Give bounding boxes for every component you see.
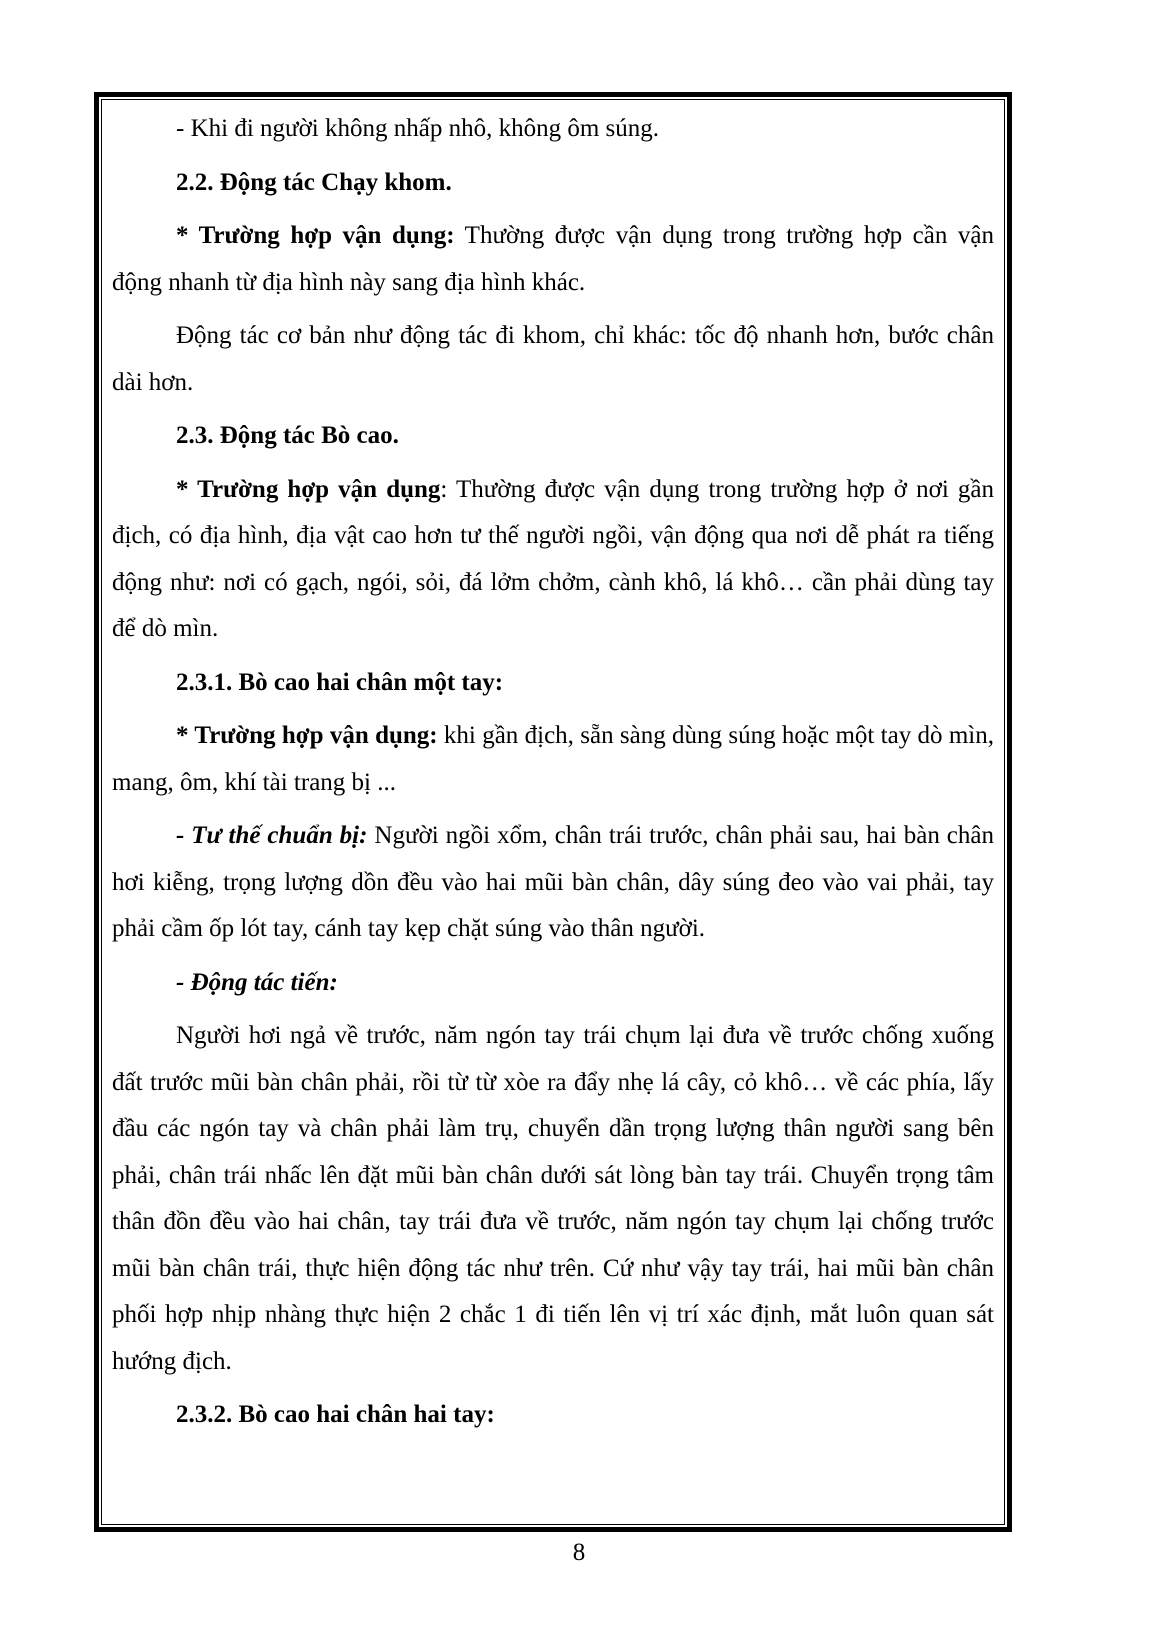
paragraph-walk-note: - Khi đi người không nhấp nhô, không ôm súng. — [176, 115, 660, 142]
paragraph-2-3-usage — [112, 467, 994, 653]
usage-label: * Trường hợp vận dụng: — [176, 722, 438, 749]
heading-advance-movement: - Động tác tiến: — [176, 968, 338, 996]
document-body — [112, 106, 994, 1446]
usage-label: * Trường hợp vận dụng — [176, 475, 441, 503]
usage-text: : Thường được vận dụng trong trường hợp ở nơi gần địch, có địa hình, địa vật cao hơn tư thế người ngồi, vận động qua nơi dễ phát ra tiếng động như: nơi có gạch, ngói, sỏi, đá lởm chởm, cành khô, lá khô… cần phải dùng tay để dò mìn. — [112, 475, 995, 642]
paragraph-2-3-1-usage — [112, 713, 994, 806]
heading-2-3: 2.3. Động tác Bò cao. — [176, 422, 399, 449]
usage-text: Thường được vận dụng trong trường hợp cần vận động nhanh từ địa hình này sang địa hình khác. — [112, 222, 994, 296]
paragraph-2-2-usage — [112, 213, 994, 306]
heading-2-2: 2.2. Động tác Chạy khom. — [176, 168, 452, 196]
ready-position-text: Người ngồi xổm, chân trái trước, chân phải sau, hai bàn chân hơi kiễng, trọng lượng dồn đều vào hai mũi bàn chân, dây súng đeo vào vai phải, tay phải cầm ốp lót tay, cánh tay kẹp chặt súng vào thân người. — [112, 822, 994, 942]
usage-text: khi gần địch, sẵn sàng dùng súng hoặc một tay dò mìn, mang, ôm, khí tài trang bị ... — [112, 722, 994, 796]
usage-label: * Trường hợp vận dụng: — [176, 222, 455, 249]
paragraph-ready-position — [112, 813, 994, 953]
ready-position-label: - Tư thế chuẩn bị: — [176, 822, 368, 849]
heading-2-3-1: 2.3.1. Bò cao hai chân một tay: — [176, 668, 504, 696]
paragraph-2-2-basic: Động tác cơ bản như động tác đi khom, chỉ khác: tốc độ nhanh hơn, bước chân dài hơn. — [112, 322, 994, 396]
page-number: 8 — [572, 1539, 586, 1566]
paragraph-advance-movement: Người hơi ngả về trước, năm ngón tay trái chụm lại đưa về trước chống xuống đất trước mũi bàn chân phải, rồi từ từ xòe ra đẩy nhẹ lá cây, cỏ khô… về các phía, lấy đầu các ngón tay và chân phải làm trụ, chuyển dần trọng lượng thân người sang bên phải, chân trái nhấc lên đặt mũi bàn chân dưới sát lòng bàn tay trái. Chuyển trọng tâm thân đồn đều vào hai chân, tay trái đưa về trước, năm ngón tay chụm lại chống trước mũi bàn chân trái, thực hiện động tác như trên. Cứ như vậy tay trái, hai mũi bàn chân phối hợp nhịp nhàng thực hiện 2 chắc 1 đi tiến lên vị trí xác định, mắt luôn quan sát hướng địch. — [112, 1022, 994, 1375]
heading-2-3-2: 2.3.2. Bò cao hai chân hai tay: — [176, 1401, 495, 1428]
